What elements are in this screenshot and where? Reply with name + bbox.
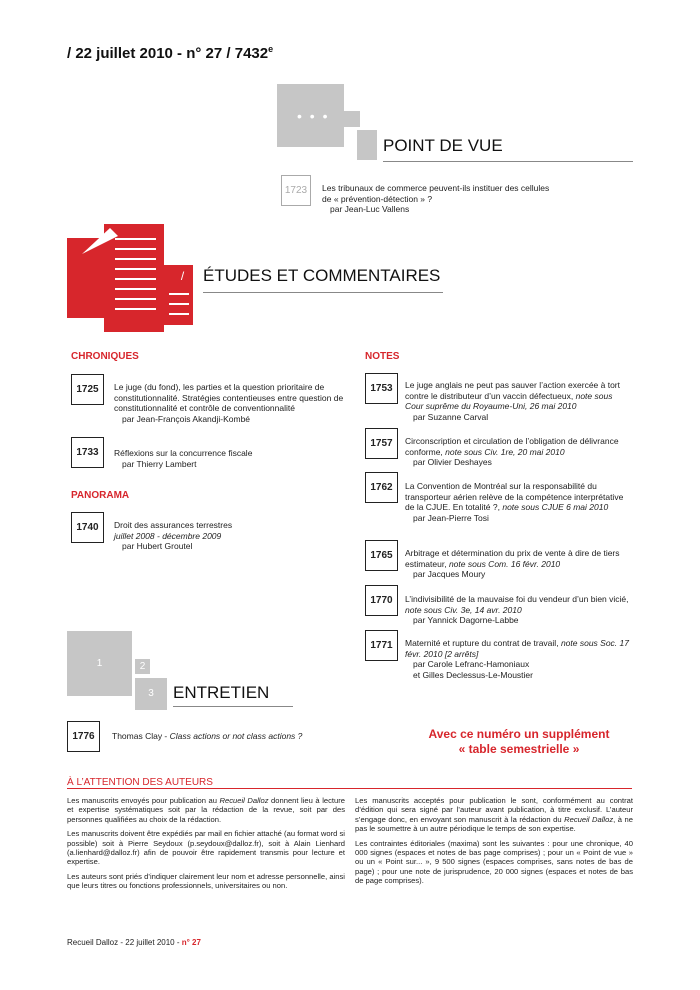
entretien-graphic-small: 3	[135, 678, 167, 710]
article-number: 1725	[71, 374, 104, 405]
toc-entry[interactable]: Thomas Clay - Class actions or not class actions ?	[112, 731, 303, 741]
divider	[67, 788, 632, 789]
point-de-vue-graphic-small	[344, 111, 360, 127]
toc-entry[interactable]: L’indivisibilité de la mauvaise foi du vendeur d’un bien vicié, note sous Civ. 3e, 14 avr. 2010 par Yannick Dagorne-Labbe	[405, 594, 629, 625]
paragraph: Les manuscrits envoyés pour publication au Recueil Dalloz donnent lieu à lecture et expertise systématiques soit par la rédaction de la revue, soit par des personnes qualifiées au choix de la rédaction.	[67, 796, 345, 824]
paragraph: Les auteurs sont priés d’indiquer clairement leur nom et adresse personnelle, ainsi que leurs titres ou fonctions professionnels, universitaires ou non.	[67, 871, 345, 891]
toc-entry[interactable]: Les tribunaux de commerce peuvent-ils instituer des cellules de « prévention-détection » ? par Jean-Luc Vallens	[322, 183, 550, 214]
article-number: 1771	[365, 630, 398, 661]
slash-badge: /	[174, 268, 191, 285]
page-footer: Recueil Dalloz - 22 juillet 2010 - n° 27	[67, 938, 201, 947]
article-number: 1740	[71, 512, 104, 543]
toc-entry[interactable]: Réflexions sur la concurrence fiscale par Thierry Lambert	[114, 448, 253, 469]
toc-entry[interactable]: Maternité et rupture du contrat de travail, note sous Soc. 17 févr. 2010 [2 arrêts] par Carole Lefranc-Hamoniaux et Gilles Declessus-Le-Moustier	[405, 638, 629, 680]
paragraph: Les manuscrits acceptés pour publication le sont, conformément au contrat d’édition qui sera signé par l’auteur avant publication, à titre exclusif. L’auteur s’engage donc, en envoyant son manuscrit à la rédaction du Recueil Dalloz, à ne pas le soumettre à un autre périodique le temps de son expertise.	[355, 796, 634, 834]
issue-header: / 22 juillet 2010 - n° 27 / 7432e	[67, 44, 274, 62]
article-number: 1765	[365, 540, 398, 571]
toc-entry[interactable]: Droit des assurances terrestres juillet 2008 - décembre 2009 par Hubert Groutel	[114, 520, 233, 551]
dots-icon: • • •	[297, 108, 330, 124]
article-number: 1757	[365, 428, 398, 459]
article-number: 1770	[365, 585, 398, 616]
toc-entry[interactable]: Arbitrage et détermination du prix de vente à dire de tiers estimateur, note sous Com. 16 févr. 2010 par Jacques Moury	[405, 548, 620, 579]
article-number: 1733	[71, 437, 104, 468]
page-fold-icon	[80, 226, 120, 256]
toc-entry[interactable]: Le juge anglais ne peut pas sauver l’action exercée à tort contre le distributeur d’un vaccin défectueux, note sous Cour suprême du Royaume-Uni, 26 mai 2010 par Suzanne Carval	[405, 380, 620, 422]
toc-entry[interactable]: Circonscription et circulation de l’obligation de délivrance conforme, note sous Civ. 1re, 20 mai 2010 par Olivier Deshayes	[405, 436, 619, 467]
entretien-graphic-small: 2	[135, 659, 150, 674]
toc-entry[interactable]: La Convention de Montréal sur la responsabilité du transporteur aérien relève de la compétence interprétative de la CJUE. En totalité ?, note sous CJUE 6 mai 2010 par Jean-Pierre Tosi	[405, 481, 624, 523]
section-title-point-de-vue: POINT DE VUE	[383, 136, 503, 155]
authors-notice-right	[355, 796, 633, 891]
paragraph: Les contraintes éditoriales (maxima) sont les suivantes : pour une chronique, 40 000 signes (espaces et notes de bas page comprises) ; pour un « Point de vue » ou un « Point sur... », 9 500 signes (espaces comprises, sans notes de bas de page) ; pour une note de jurisprudence, 20 000 signes (espaces et notes de bas de page comprises).	[355, 838, 633, 886]
toc-entry[interactable]: Le juge (du fond), les parties et la question prioritaire de constitutionnalité. Stratégies contentieuses entre question de constitutionnalité et contrôle de conventionnalité par Jean-François Akandji-Kombé	[114, 382, 344, 424]
section-title-etudes: ÉTUDES ET COMMENTAIRES	[203, 266, 441, 285]
authors-notice-heading: À L’ATTENTION DES AUTEURS	[67, 777, 213, 788]
article-number: 1762	[365, 472, 398, 503]
section-title-entretien: ENTRETIEN	[173, 683, 270, 702]
authors-notice-left	[67, 796, 345, 896]
entretien-graphic: 1	[67, 631, 132, 696]
supplement-notice: Avec ce numéro un supplément « table semestrielle »	[428, 727, 610, 756]
subsection-notes: NOTES	[365, 351, 400, 362]
divider	[383, 161, 633, 162]
article-number: 1776	[67, 721, 100, 752]
divider	[203, 292, 443, 293]
point-de-vue-graphic-small	[357, 130, 377, 160]
article-number: 1723	[281, 175, 311, 206]
article-number: 1753	[365, 373, 398, 404]
divider	[173, 706, 293, 707]
paragraph: Les manuscrits doivent être expédiés par mail en fichier attaché (au format word si possible) soit à Pierre Seydoux (p.seydoux@dalloz.fr), soit à Alain Lienhard (a.lienhard@dalloz.fr) afin de pouvoir être rapidement transmis pour lecture et expertise.	[67, 829, 345, 867]
subsection-chroniques: CHRONIQUES	[71, 351, 139, 362]
subsection-panorama: PANORAMA	[71, 490, 130, 501]
